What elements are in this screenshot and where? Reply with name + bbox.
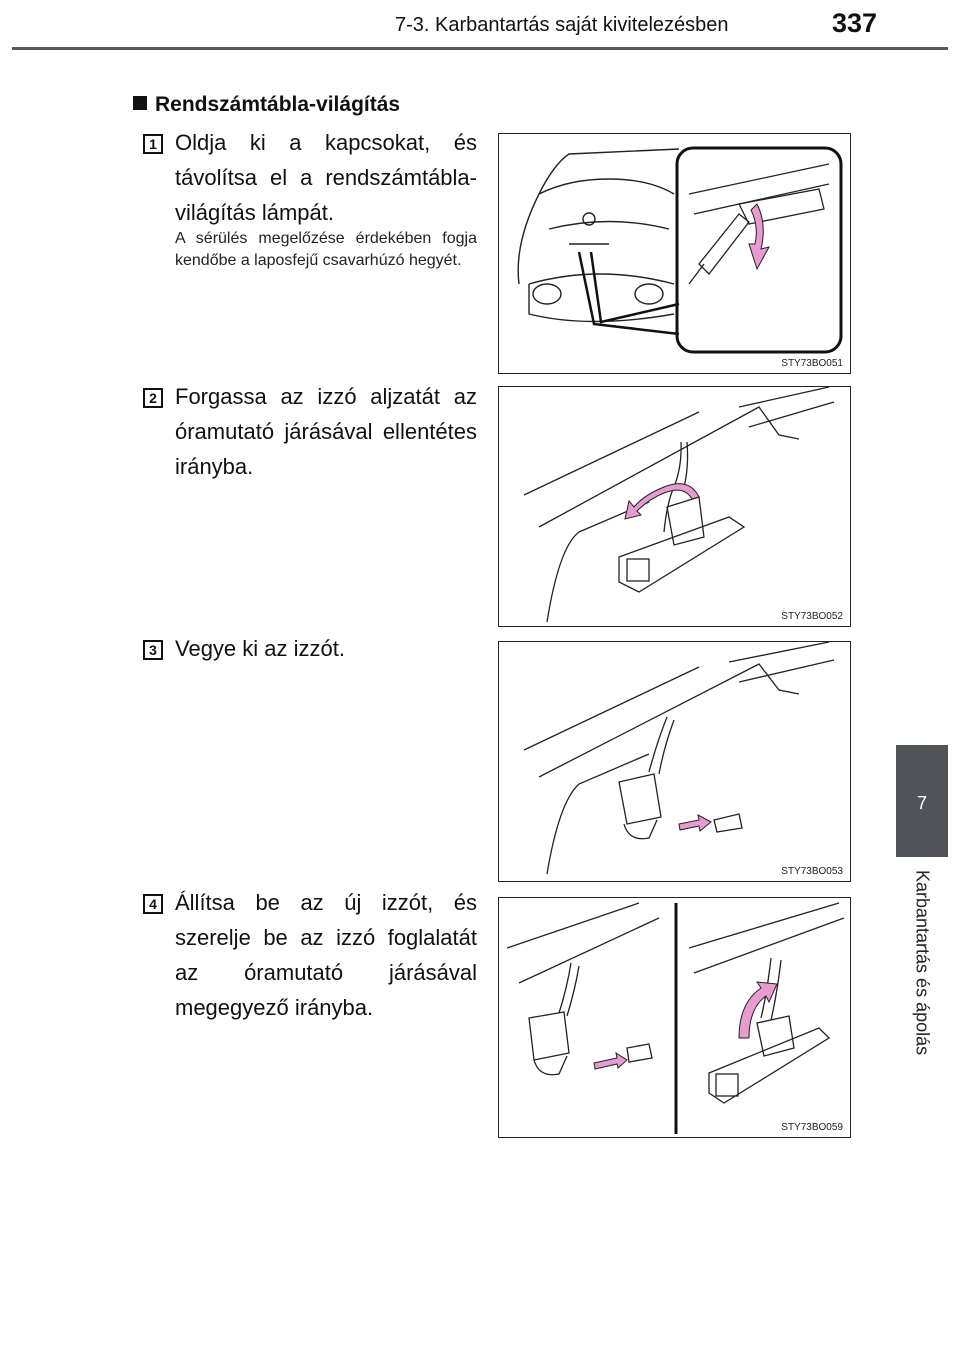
header-rule [12, 47, 948, 50]
step-number-2: 2 [143, 388, 163, 408]
section-heading [133, 93, 400, 117]
figure-code-1: STY73BO051 [781, 358, 843, 369]
figure-code-2: STY73BO052 [781, 611, 843, 622]
bulb-removal-illustration [499, 642, 851, 882]
figure-3 [498, 641, 851, 882]
chapter-number: 7 [916, 793, 927, 813]
car-rear-illustration [499, 134, 851, 374]
figure-code-3: STY73BO053 [781, 866, 843, 877]
section-title: Rendszámtábla-világítás [155, 93, 401, 116]
step-text-4: Állítsa be az új izzót, és szerelje be az izzó foglalatát az óramutató járásával megegyező irányba. [175, 890, 477, 1020]
step-note-1: A sérülés megelőzése érdekében fogja kendőbe a laposfejű csavarhúzó hegyét. [175, 230, 477, 269]
figure-4 [498, 897, 851, 1138]
header-title: 7-3. Karbantartás saját kivitelezésben [395, 14, 729, 36]
step-text-2: Forgassa az izzó aljzatát az óramutató járásával ellentétes irányba. [175, 384, 477, 479]
step-text-1: Oldja ki a kapcsokat, és távolítsa el a rendszámtábla-világítás lámpát. [175, 130, 477, 225]
square-bullet-icon [133, 96, 147, 110]
step-number-4: 4 [143, 894, 163, 914]
step-number-3: 3 [143, 640, 163, 660]
figure-code-4: STY73BO059 [781, 1122, 843, 1133]
bulb-socket-rotate-illustration [499, 387, 851, 627]
bulb-install-illustration [499, 898, 851, 1138]
chapter-title: Karbantartás és ápolás [912, 870, 933, 1056]
page-number: 337 [832, 8, 878, 38]
step-text-3: Vegye ki az izzót. [175, 636, 345, 661]
chapter-tab [896, 745, 948, 857]
chapter-label [900, 870, 944, 1110]
figure-1 [498, 133, 851, 374]
figure-2 [498, 386, 851, 627]
step-number-1: 1 [143, 134, 163, 154]
